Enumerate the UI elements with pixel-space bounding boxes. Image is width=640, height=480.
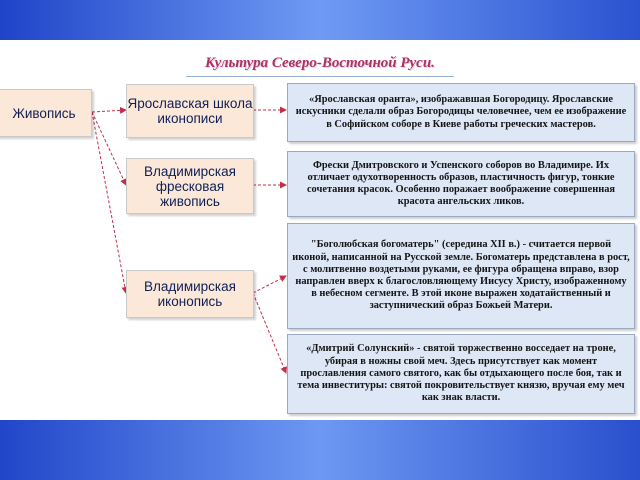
root-label: Живопись bbox=[12, 105, 76, 121]
description-text: "Боголюбская богоматерь" (середина XII в.) - считается первой иконой, написанной на Русской земле. Богоматерь представлена в рост, с молитвенно воздетыми руками, ее фигура обращена вправо, взор направлен вверх к благословляющему Иисусу Христу, изображенному в небесном сегменте. В этой иконе выражен ходатайственный и заступнический образ Божьей Матери. bbox=[292, 239, 630, 312]
arrow-root-to-fresco bbox=[92, 112, 126, 185]
arrow-icon-to-desc4 bbox=[253, 293, 286, 373]
root-box-painting bbox=[0, 89, 92, 137]
category-label: Владимирская иконопись bbox=[144, 279, 236, 309]
description-text: «Ярославская оранта», изображавшая Богородицу. Ярославские искусники сделали образ Богородицы человечнее, чем ее изображение в Софийском соборе в Киеве работы греческих мастеров. bbox=[295, 94, 627, 130]
category-box-vladimir-icon bbox=[126, 270, 254, 318]
description-box-frescoes bbox=[287, 151, 635, 217]
page-title: Культура Северо-Восточной Руси. bbox=[205, 55, 435, 71]
arrow-icon-to-desc3 bbox=[253, 276, 286, 293]
category-label: Ярославская школа иконописи bbox=[127, 96, 253, 126]
description-box-yaroslavl-oranta bbox=[287, 83, 635, 142]
description-box-bogolyubskaya bbox=[287, 223, 635, 329]
description-text: Фрески Дмитровского и Успенского соборов во Владимире. Их отличает одухотворенность образов, пластичность фигур, тонкие сочетания красок. Особенно поражает воображение совершенная красота ангельских ликов. bbox=[306, 159, 616, 208]
description-box-dmitry-solunsky bbox=[287, 334, 635, 414]
category-box-vladimir-fresco bbox=[126, 158, 254, 214]
description-text: «Дмитрий Солунский» - святой торжественно восседает на троне, убирая в ножны свой меч. Здесь присутствует как момент прославления самого святого, как бы отдыхающего после боя, так и тема инвеституры: святой покровительствует князю, вручая ему меч как знак власти. bbox=[297, 343, 625, 404]
category-label: Владимирская фресковая живопись bbox=[144, 163, 236, 209]
arrow-root-to-yaroslavl bbox=[92, 110, 126, 112]
arrow-root-to-icon bbox=[92, 112, 126, 293]
category-box-yaroslavl-school bbox=[126, 84, 254, 138]
